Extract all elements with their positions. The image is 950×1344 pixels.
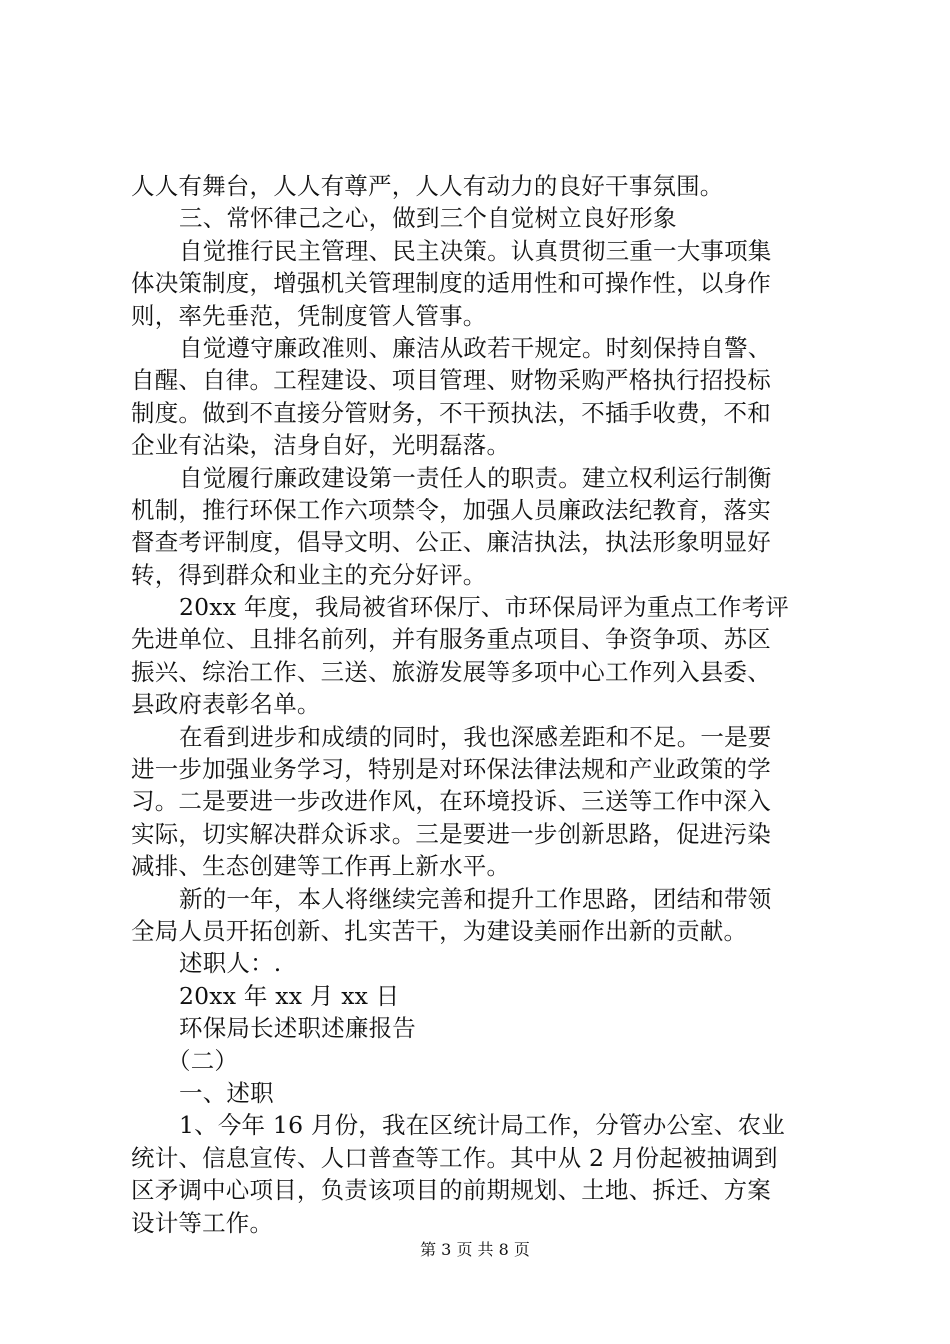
text-line: 自醒、自律。工程建设、项目管理、财物采购严格执行招投标 [131,366,771,395]
text-line: 全局人员开拓创新、扎实苦干，为建设美丽作出新的贡献。 [131,916,748,945]
text-line: 习。二是要进一步改进作风，在环境投诉、三送等工作中深入 [131,787,771,816]
text-line: 减排、生态创建等工作再上新水平。 [131,852,511,881]
text-line: 统计、信息宣传、人口普查等工作。其中从 2 月份起被抽调到 [131,1143,778,1172]
text-line: 自觉遵守廉政准则、廉洁从政若干规定。时刻保持自警、 [179,333,772,362]
text-line: 一、述职 [179,1078,274,1107]
text-line: 则，率先垂范，凭制度管人管事。 [131,301,487,330]
text-line: 振兴、综治工作、三送、旅游发展等多项中心工作列入县委、 [131,657,771,686]
text-line: 企业有沾染，洁身自好，光明磊落。 [131,431,511,460]
text-line: 转，得到群众和业主的充分好评。 [131,560,487,589]
text-line: 进一步加强业务学习，特别是对环保法律法规和产业政策的学 [131,755,771,784]
text-line: 区矛调中心项目，负责该项目的前期规划、土地、拆迁、方案 [131,1176,771,1205]
document-body [131,170,831,1239]
text-line: 20xx 年 xx 月 xx 日 [179,981,400,1010]
text-line: 督查考评制度，倡导文明、公正、廉洁执法，执法形象明显好 [131,528,771,557]
text-line: 自觉推行民主管理、民主决策。认真贯彻三重一大事项集 [179,236,772,265]
text-line: 三、常怀律己之心，做到三个自觉树立良好形象 [179,204,677,233]
text-line: 20xx 年度，我局被省环保厅、市环保局评为重点工作考评 [179,593,789,622]
text-line: 自觉履行廉政建设第一责任人的职责。建立权利运行制衡 [179,463,772,492]
text-line: 制度。做到不直接分管财务，不干预执法，不插手收费，不和 [131,398,771,427]
text-line: 述职人：. [179,949,282,978]
text-line: （二） [167,1046,239,1075]
text-line: 设计等工作。 [131,1208,274,1237]
text-line: 人人有舞台，人人有尊严，人人有动力的良好干事氛围。 [131,172,724,200]
text-line: 环保局长述职述廉报告 [179,1014,416,1043]
text-line: 机制，推行环保工作六项禁令，加强人员廉政法纪教育，落实 [131,495,771,524]
text-line: 实际，切实解决群众诉求。三是要进一步创新思路，促进污染 [131,819,771,848]
page-footer [0,1240,950,1260]
text-line: 体决策制度，增强机关管理制度的适用性和可操作性，以身作 [131,269,771,298]
text-line: 先进单位、且排名前列，并有服务重点项目、争资争项、苏区 [131,625,771,654]
text-line: 1、今年 16 月份，我在区统计局工作，分管办公室、农业 [179,1111,785,1140]
page-indicator: 第 3 页 共 8 页 [420,1240,530,1259]
text-line: 在看到进步和成绩的同时，我也深感差距和不足。一是要 [179,722,772,751]
text-line: 新的一年，本人将继续完善和提升工作思路，团结和带领 [179,884,772,913]
text-line: 县政府表彰名单。 [131,690,321,719]
